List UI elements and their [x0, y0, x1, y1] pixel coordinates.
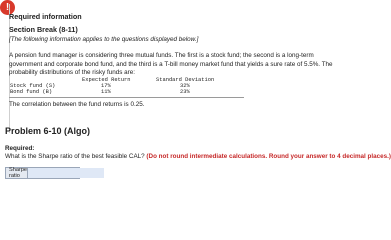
following-note: [The following information applies to the questions displayed below.] [9, 36, 199, 43]
correlation-text: The correlation between the fund returns is 0.25. [9, 101, 145, 108]
header-standard-deviation: Standard Deviation [156, 77, 215, 83]
section-title: Section Break (8-11) [9, 25, 78, 34]
required-label: Required: [5, 145, 35, 152]
row-stock-fund: Stock fund (S) [10, 83, 56, 89]
fund-data-table [9, 77, 244, 98]
stock-std-dev: 32% [180, 83, 190, 89]
header-expected-return: Expected Return [82, 77, 131, 83]
stock-expected-return: 17% [101, 83, 111, 89]
row-bond-fund: Bond fund (B) [10, 89, 53, 95]
alert-icon: ! [0, 0, 15, 15]
question-main: What is the Sharpe ratio of the best feasible CAL? [5, 153, 145, 160]
question-text [5, 153, 391, 160]
sharpe-ratio-label: Sharpe ratio [6, 168, 28, 178]
problem-text: A pension fund manager is considering three mutual funds. The first is a stock fund; the second is a long-term government and corporate bond fund, and the third is a T-bill money market fund that yields a sure rate of 5.5%. The probability distributions of the risky funds are: [9, 52, 333, 77]
problem-title: Problem 6-10 (Algo) [5, 126, 91, 136]
sharpe-ratio-input[interactable] [28, 168, 104, 178]
required-information-heading: Required information [9, 12, 82, 21]
bond-expected-return: 11% [101, 89, 111, 95]
sharpe-ratio-row [5, 167, 80, 179]
rounding-instruction: (Do not round intermediate calculations. Round your answer to 4 decimal places.) [146, 153, 391, 160]
bond-std-dev: 23% [180, 89, 190, 95]
